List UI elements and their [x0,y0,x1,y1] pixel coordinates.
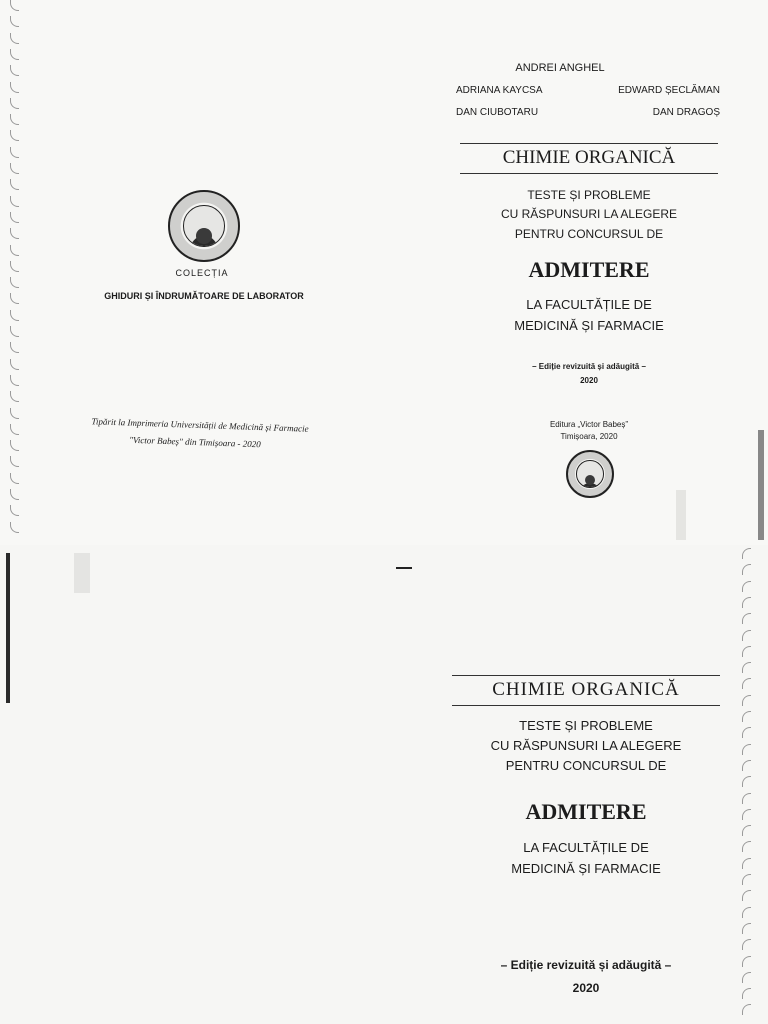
binding-ring [742,809,751,820]
binding-ring [10,228,19,239]
binding-ring [10,261,19,272]
binding-ring [742,972,751,983]
title-rule-top-2 [452,675,720,676]
binding-ring [742,548,751,559]
binding-ring [742,564,751,575]
spiral-binding-left [10,0,24,540]
author-seclaman: EDWARD ȘECLĂMAN [618,85,720,96]
binding-ring [10,65,19,76]
binding-ring [10,49,19,60]
publisher-logo-icon [566,450,614,498]
author-dragos: DAN DRAGOȘ [652,107,720,118]
scan-mark [396,567,412,569]
edition-note-2: – Ediție revizuită și adăugită – [500,958,672,972]
page-edge-shadow-left [6,553,10,703]
author-main: ANDREI ANGHEL [515,62,605,74]
binding-ring [742,793,751,804]
binding-ring [742,727,751,738]
binding-ring [742,939,751,950]
binding-ring [10,424,19,435]
binding-ring [10,408,19,419]
binding-ring [742,760,751,771]
binding-ring [10,293,19,304]
binding-ring [742,776,751,787]
title-rule-bottom [460,173,718,174]
binding-ring [10,196,19,207]
binding-ring [742,874,751,885]
book-title: CHIMIE ORGANICĂ [502,147,676,168]
binding-ring [742,695,751,706]
binding-ring [10,456,19,467]
binding-ring [742,662,751,673]
binding-ring [742,646,751,657]
binding-ring [10,359,19,370]
binding-ring [10,489,19,500]
binding-ring [10,310,19,321]
binding-ring [10,391,19,402]
binding-ring [10,505,19,516]
binding-ring [742,711,751,722]
binding-ring [742,923,751,934]
binding-ring [742,678,751,689]
binding-ring [742,825,751,836]
faculty-line-1: LA FACULTĂȚILE DE [526,297,652,312]
scan-smudge-2 [74,553,90,593]
page-edge-shadow [758,430,764,540]
binding-ring [10,82,19,93]
admission-heading: ADMITERE [528,257,650,282]
subtitle-line-1-2: TESTE ȘI PROBLEME [519,718,653,733]
binding-ring [742,890,751,901]
binding-ring [10,179,19,190]
author-ciubotaru: DAN CIUBOTARU [456,107,539,118]
printer-line-2: "Victor Babeș" din Timișoara - 2020 [129,434,261,450]
binding-ring [10,147,19,158]
subtitle-line-2: CU RĂSPUNSURI LA ALEGERE [500,207,678,221]
faculty-line-1-2: LA FACULTĂȚILE DE [523,840,649,855]
edition-year-2: 2020 [572,981,600,995]
subtitle-line-1: TESTE ȘI PROBLEME [527,188,651,202]
binding-ring [742,630,751,641]
binding-ring [10,130,19,141]
subtitle-line-2-2: CU RĂSPUNSURI LA ALEGERE [490,738,682,753]
collection-label: COLECȚIA [175,268,229,278]
binding-ring [742,613,751,624]
admission-heading-2: ADMITERE [525,799,647,824]
binding-ring [10,375,19,386]
subtitle-line-3: PENTRU CONCURSUL DE [514,227,664,241]
faculty-line-2-2: MEDICINĂ ȘI FARMACIE [511,861,661,876]
title-rule-bottom-2 [452,705,720,706]
scan-smudge [676,490,686,540]
binding-ring [10,522,19,533]
binding-ring [10,212,19,223]
binding-ring [742,1004,751,1015]
binding-ring [742,858,751,869]
publisher-name: Editura „Victor Babeș” [549,420,629,429]
title-rule-top [460,143,718,144]
binding-ring [10,277,19,288]
binding-ring [742,597,751,608]
publisher-city: Timișoara, 2020 [560,432,618,441]
author-kaycsa: ADRIANA KAYCSA [456,85,543,96]
binding-ring [10,342,19,353]
binding-ring [10,326,19,337]
edition-year: 2020 [580,376,598,385]
binding-ring [10,33,19,44]
edition-note: – Ediție revizuită și adăugită – [532,362,646,371]
spiral-binding-right [742,548,756,1024]
university-seal-icon [168,190,240,262]
binding-ring [742,907,751,918]
binding-ring [10,98,19,109]
binding-ring [10,16,19,27]
bottom-page [0,545,768,1024]
binding-ring [742,744,751,755]
collection-name: GHIDURI ȘI ÎNDRUMĂTOARE DE LABORATOR [104,291,304,301]
binding-ring [10,473,19,484]
binding-ring [742,956,751,967]
subtitle-line-3-2: PENTRU CONCURSUL DE [505,758,667,773]
binding-ring [10,0,19,11]
faculty-line-2: MEDICINĂ ȘI FARMACIE [514,318,664,333]
binding-ring [10,114,19,125]
binding-ring [10,163,19,174]
binding-ring [742,581,751,592]
binding-ring [742,841,751,852]
book-title-2: CHIMIE ORGANICĂ [492,679,680,700]
binding-ring [10,245,19,256]
printer-line-1: Tipărit la Imprimeria Universității de Medicină și Farmacie [91,416,309,434]
binding-ring [742,988,751,999]
binding-ring [10,440,19,451]
